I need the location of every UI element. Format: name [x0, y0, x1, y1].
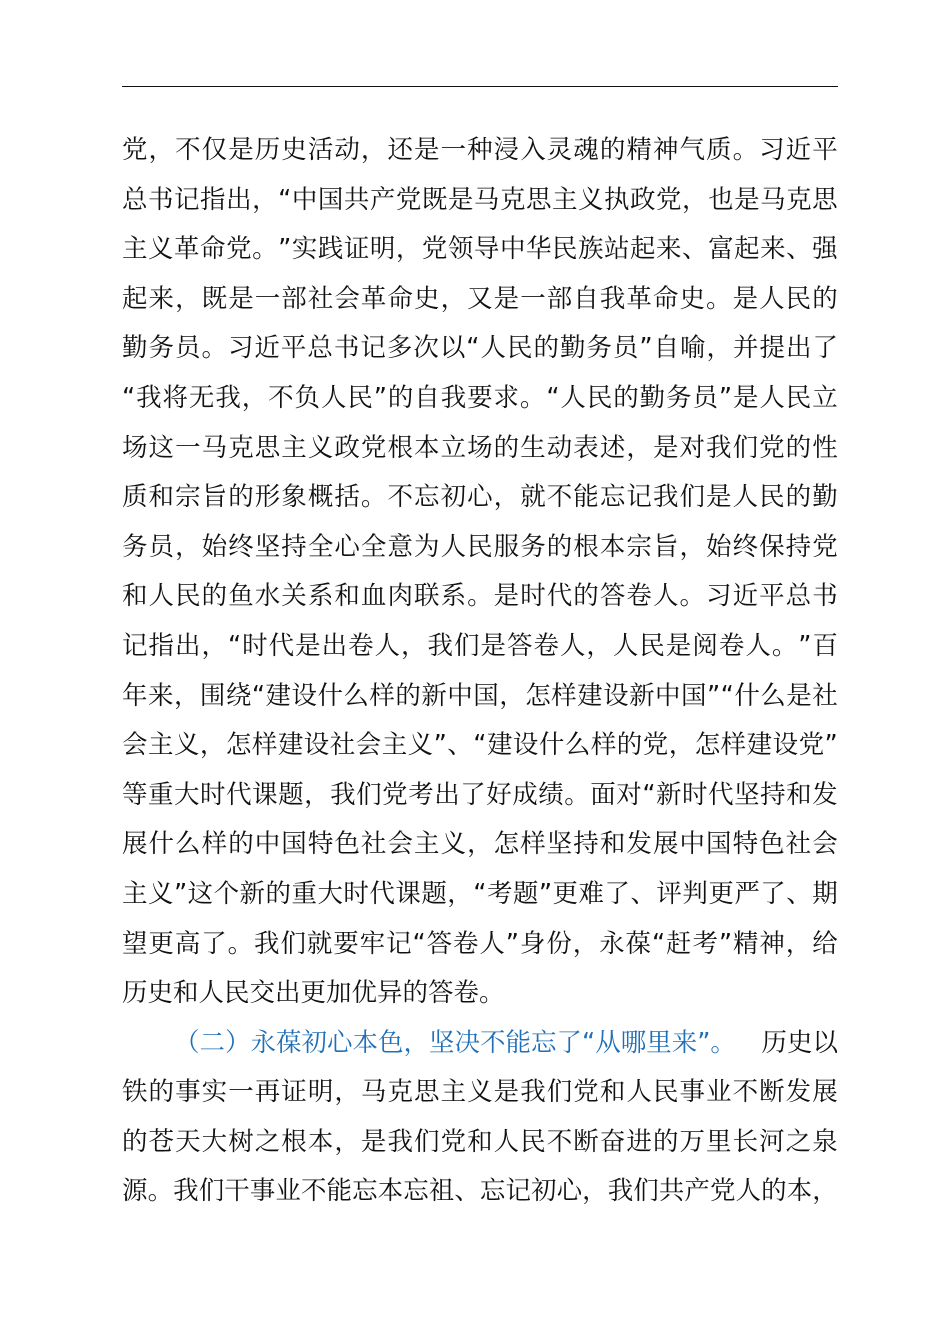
text-line: 望 更 高 了 。 我 们 就 要 牢 记 “ 答 卷 人 ” 身 份 ， 永 葆 “ 赶 考 ” 精 神 ， 给: [122, 928, 838, 959]
text-line: 记 指 出 ， “ 时 代 是 出 卷 人 ， 我 们 是 答 卷 人 ， 人 民 是 阅 卷 人 。 ” 百: [122, 630, 838, 661]
text-line: 源 。 我 们 干 事 业 不 能 忘 本 忘 祖 、 忘 记 初 心 ， 我 们 共 产 党 人 的 本 ，: [122, 1176, 838, 1207]
text-line: 会 主 义 ， 怎 样 建 设 社 会 主 义 ” 、 “ 建 设 什 么 样 的 党 ， 怎 样 建 设 党 ”: [122, 730, 838, 761]
paragraph-2: [122, 1019, 838, 1217]
text-line: 务 员 ， 始 终 坚 持 全 心 全 意 为 人 民 服 务 的 根 本 宗 旨 ， 始 终 保 持 党: [122, 531, 838, 562]
text-line: “ 我 将 无 我 ， 不 负 人 民 ” 的 自 我 要 求 。 “ 人 民 的 勤 务 员 ” 是 人 民 立: [122, 382, 838, 413]
text-line: 和 人 民 的 鱼 水 关 系 和 血 肉 联 系 。 是 时 代 的 答 卷 人 。 习 近 平 总 书: [122, 581, 838, 612]
text-line: 质 和 宗 旨 的 形 象 概 括 。 不 忘 初 心 ， 就 不 能 忘 记 我 们 是 人 民 的 勤: [122, 482, 838, 513]
paragraph-1: [122, 126, 838, 1019]
text-line: 年 来 ， 围 绕 “ 建 设 什 么 样 的 新 中 国 ， 怎 样 建 设 新 中 国 ” “ 什 么 是 社: [122, 680, 838, 711]
text-line: 勤 务 员 。 习 近 平 总 书 记 多 次 以 “ 人 民 的 勤 务 员 ” 自 喻 ， 并 提 出 了: [122, 333, 838, 364]
text-line: 主 义 革 命 党 。 ” 实 践 证 明 ， 党 领 导 中 华 民 族 站 起 来 、 富 起 来 、 强: [122, 234, 838, 265]
paragraph-2-first-line-text: 历史以: [761, 1027, 838, 1058]
text-line: 历史和人民交出更加优异的答卷。: [122, 978, 505, 1009]
text-line: 起 来 ， 既 是 一 部 社 会 革 命 史 ， 又 是 一 部 自 我 革 命 史 。 是 人 民 的: [122, 283, 838, 314]
text-line: 总 书 记 指 出 ， “ 中 国 共 产 党 既 是 马 克 思 主 义 执 政 党 ， 也 是 马 克 思: [122, 184, 838, 215]
header-rule: [122, 86, 838, 87]
text-line: 场 这 一 马 克 思 主 义 政 党 根 本 立 场 的 生 动 表 述 ， 是 对 我 们 党 的 性: [122, 432, 838, 463]
text-line: 的 苍 天 大 树 之 根 本 ， 是 我 们 党 和 人 民 不 断 奋 进 的 万 里 长 河 之 泉: [122, 1126, 838, 1157]
text-line: 等 重 大 时 代 课 题 ， 我 们 党 考 出 了 好 成 绩 。 面 对 “ 新 时 代 坚 持 和 发: [122, 779, 838, 810]
text-line: 铁 的 事 实 一 再 证 明 ， 马 克 思 主 义 是 我 们 党 和 人 民 事 业 不 断 发 展: [122, 1077, 838, 1108]
paragraph-2-first-line: [122, 1019, 838, 1069]
section-heading: （二）永葆初心本色，坚决不能忘了“从哪里来”。: [174, 1027, 736, 1058]
body-text: [122, 126, 838, 1217]
text-line: 展 什 么 样 的 中 国 特 色 社 会 主 义 ， 怎 样 坚 持 和 发 展 中 国 特 色 社 会: [122, 829, 838, 860]
text-line: 主 义 ” 这 个 新 的 重 大 时 代 课 题 ， “ 考 题 ” 更 难 了 、 评 判 更 严 了 、 期: [122, 878, 838, 909]
text-line: 党 ， 不 仅 是 历 史 活 动 ， 还 是 一 种 浸 入 灵 魂 的 精 神 气 质 。 习 近 平: [122, 135, 838, 165]
